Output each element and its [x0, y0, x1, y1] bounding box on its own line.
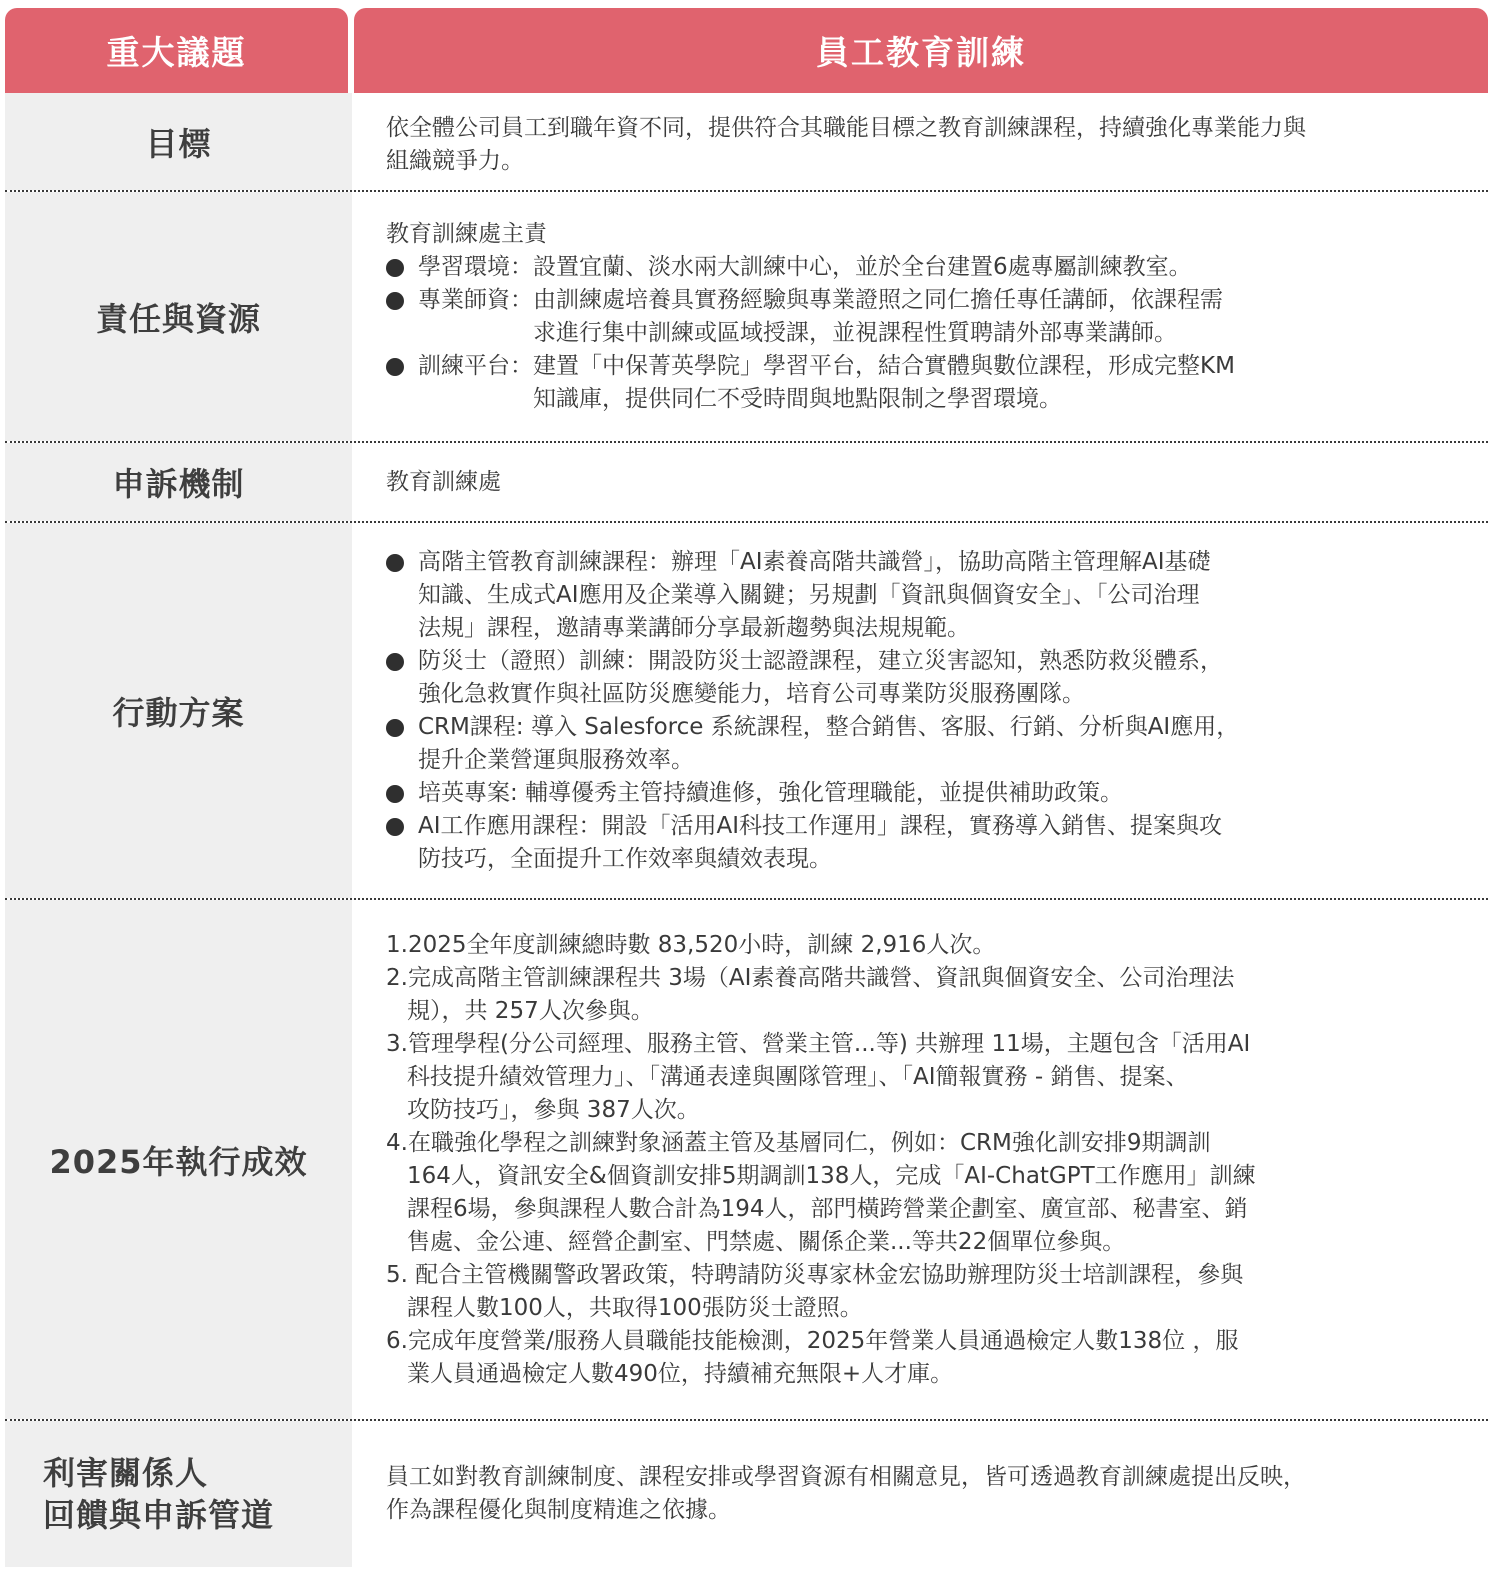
- bullet-icon: [386, 785, 404, 803]
- text-line: CRM課程: 導入 Salesforce 系統課程，整合銷售、客服、行銷、分析與AI應用，: [418, 713, 1240, 740]
- list-item: [386, 810, 1448, 876]
- text-line: 設置宜蘭、淡水兩大訓練中心，並於全台建置6處專屬訓練教室。: [533, 253, 1192, 280]
- table-header: [5, 8, 1488, 93]
- header-material-issue: 重大議題: [5, 8, 348, 93]
- text-line: 防技巧，全面提升工作效率與績效表現。: [418, 845, 832, 872]
- text-line: 員工如對教育訓練制度、課程安排或學習資源有相關意見，皆可透過教育訓練處提出反映，: [386, 1464, 1306, 1490]
- text-line: 6.完成年度營業/服務人員職能技能檢測，2025年營業人員通過檢定人數138位 ，服: [386, 1327, 1239, 1354]
- bullet-icon: [386, 719, 404, 737]
- text-line: 法規」課程，邀請專業講師分享最新趨勢與法規規範。: [418, 614, 970, 641]
- text-line: 4.在職強化學程之訓練對象涵蓋主管及基層同仁，例如：CRM強化訓安排9期調訓: [386, 1129, 1211, 1156]
- row-label-action: 行動方案: [5, 523, 352, 898]
- text-line: 科技提升績效管理力」、「溝通表達與團隊管理」、「AI簡報實務 - 銷售、提案、: [407, 1063, 1189, 1090]
- text-line: 164人，資訊安全&個資訓安排5期調訓138人，完成「AI-ChatGPT工作應用」訓練: [407, 1162, 1256, 1189]
- bullet-icon: [386, 554, 404, 572]
- text-line: 組織競爭力。: [386, 147, 524, 174]
- bullet-icon: [386, 358, 404, 376]
- text-line: 知識庫，提供同仁不受時間與地點限制之學習環境。: [533, 385, 1062, 412]
- row-label-complaint: 申訴機制: [5, 443, 352, 521]
- text-line: 高階主管教育訓練課程：辦理「AI素養高階共識營」，協助高階主管理解AI基礎: [418, 548, 1211, 575]
- row-label-responsibility: 責任與資源: [5, 192, 352, 441]
- list-item: [386, 645, 1448, 711]
- text-line: 課程6場，參與課程人數合計為194人，部門橫跨營業企劃室、廣宣部、秘書室、銷: [407, 1195, 1248, 1222]
- text-line: AI工作應用課程：開設「活用AI科技工作運用」課程，實務導入銷售、提案與攻: [418, 812, 1223, 839]
- row-content-action: [354, 523, 1488, 898]
- bullet-icon: [386, 653, 404, 671]
- text-line: 1.2025全年度訓練總時數 83,520小時，訓練 2,916人次。: [386, 931, 996, 958]
- text-line: 防災士（證照）訓練：開設防災士認證課程，建立災害認知，熟悉防救災體系，: [418, 647, 1223, 674]
- row-content-complaint: [354, 443, 1488, 521]
- bullet-icon: [386, 818, 404, 836]
- text-line: 依全體公司員工到職年資不同，提供符合其職能目標之教育訓練課程，持續強化專業能力與: [386, 114, 1306, 141]
- row-label-goal: 目標: [5, 93, 352, 190]
- text-line: 由訓練處培養具實務經驗與專業證照之同仁擔任專任講師，依課程需: [533, 286, 1223, 313]
- list-item: [386, 711, 1448, 777]
- text-line: 知識、生成式AI應用及企業導入關鍵；另規劃「資訊與個資安全」、「公司治理: [418, 581, 1200, 608]
- text-line: 業人員通過檢定人數490位，持續補充無限+人才庫。: [407, 1360, 954, 1387]
- text-line: 求進行集中訓練或區域授課，並視課程性質聘請外部專業講師。: [533, 319, 1177, 346]
- issue-table: [5, 8, 1488, 1567]
- row-goal: [5, 93, 1488, 192]
- item-label: 訓練平台：: [418, 352, 533, 379]
- row-label-results: 2025年執行成效: [5, 900, 352, 1419]
- text-line: 教育訓練處: [386, 468, 501, 495]
- row-action: [5, 523, 1488, 900]
- text-line: 攻防技巧」，參與 387人次。: [407, 1096, 700, 1123]
- bullet-icon: [386, 292, 404, 310]
- row-content-feedback: [354, 1421, 1488, 1567]
- label-line: 回饋與申訴管道: [43, 1496, 275, 1534]
- row-content-goal: [354, 93, 1488, 190]
- list-item: [386, 251, 1448, 284]
- row-feedback: [5, 1421, 1488, 1567]
- text-line: 3.管理學程(分公司經理、服務主管、營業主管...等) 共辦理 11場，主題包含「活用AI: [386, 1030, 1251, 1057]
- row-content-results: [354, 900, 1488, 1419]
- row-label-feedback: [5, 1421, 352, 1567]
- text-line: 售處、金公連、經營企劃室、門禁處、關係企業...等共22個單位參與。: [407, 1228, 1126, 1255]
- list-item: [386, 284, 1448, 350]
- resp-intro: 教育訓練處主責: [386, 220, 547, 247]
- list-item: [386, 777, 1448, 810]
- text-line: 建置「中保菁英學院」學習平台，結合實體與數位課程，形成完整KM: [533, 352, 1235, 379]
- row-responsibility: [5, 192, 1488, 443]
- text-line: 培英專案: 輔導優秀主管持續進修，強化管理職能，並提供補助政策。: [418, 779, 1124, 806]
- header-topic: 員工教育訓練: [354, 8, 1488, 93]
- row-content-responsibility: [354, 192, 1488, 441]
- list-item: [386, 350, 1448, 416]
- list-item: [386, 546, 1448, 645]
- text-line: 提升企業營運與服務效率。: [418, 746, 694, 773]
- row-complaint: [5, 443, 1488, 523]
- row-results: [5, 900, 1488, 1421]
- label-line: 利害關係人: [43, 1454, 209, 1492]
- text-line: 課程人數100人，共取得100張防災士證照。: [407, 1294, 863, 1321]
- item-label: 學習環境：: [418, 253, 533, 280]
- bullet-icon: [386, 259, 404, 277]
- text-line: 強化急救實作與社區防災應變能力，培育公司專業防災服務團隊。: [418, 680, 1085, 707]
- item-label: 專業師資：: [418, 286, 533, 313]
- text-line: 5. 配合主管機關警政署政策，特聘請防災專家林金宏協助辦理防災士培訓課程，參與: [386, 1261, 1244, 1288]
- text-line: 作為課程優化與制度精進之依據。: [386, 1497, 731, 1523]
- text-line: 2.完成高階主管訓練課程共 3場（AI素養高階共識營、資訊與個資安全、公司治理法: [386, 964, 1235, 991]
- text-line: 規），共 257人次參與。: [407, 997, 654, 1024]
